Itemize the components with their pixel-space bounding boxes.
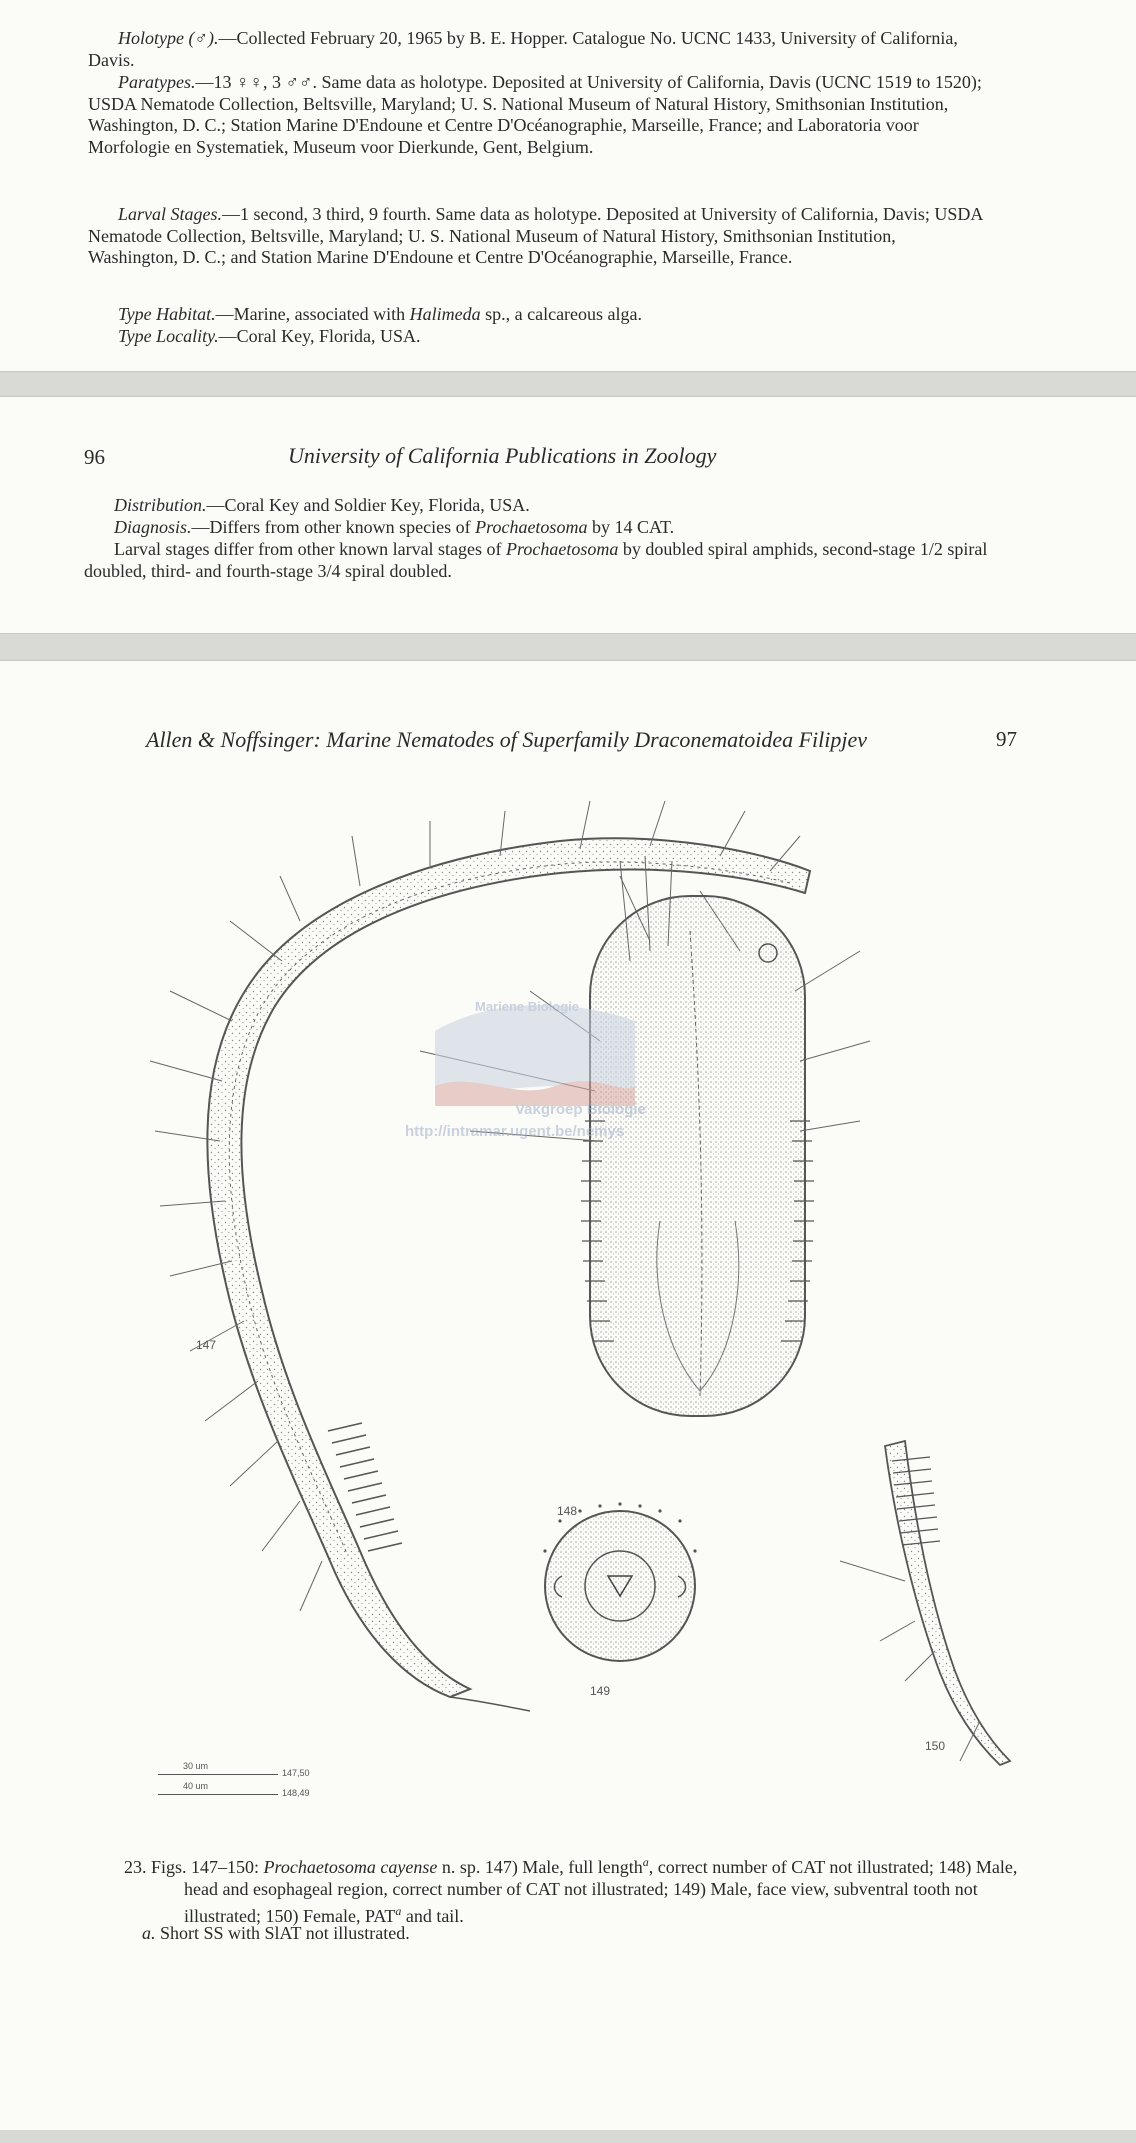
scale-bar-2-figs: 148,49 bbox=[282, 1788, 310, 1798]
distribution-text: —Coral Key and Soldier Key, Florida, USA. bbox=[206, 495, 530, 515]
watermark bbox=[395, 991, 755, 1151]
scale-bar-2-line bbox=[158, 1794, 248, 1795]
figure-caption bbox=[124, 1851, 1034, 1927]
page-97 bbox=[0, 660, 1136, 2130]
scale-bar-1-leader bbox=[248, 1774, 278, 1775]
type-habitat-label: Type Habitat. bbox=[118, 304, 216, 324]
watermark-line2: Vakgroep Biologie bbox=[515, 1101, 646, 1118]
caption-footnote bbox=[142, 1923, 1022, 1945]
caption-number: 23. bbox=[124, 1857, 147, 1877]
page-number-97: 97 bbox=[996, 727, 1017, 751]
caption-text-2: , correct number of CAT not illustrated; 148) Male, head and esophageal region, correct number of CAT not illustrated; 149) Male, face view, subventral tooth not illustrated; 150) Female, PAT bbox=[184, 1857, 1018, 1926]
type-locality-text: —Coral Key, Florida, USA. bbox=[218, 326, 421, 346]
caption-text-1: n. sp. 147) Male, full length bbox=[437, 1857, 643, 1877]
scale-bar-1-value: 30 um bbox=[183, 1761, 209, 1771]
larval-diagnosis-paragraph bbox=[84, 539, 1004, 582]
page-96-fragment bbox=[0, 396, 1136, 634]
running-head-96: University of California Publications in Zoology bbox=[288, 443, 717, 468]
diagnosis-paragraph bbox=[84, 517, 1004, 539]
scale-bar-1-line bbox=[158, 1774, 248, 1775]
larval-diagnosis-frac1: 1/2 bbox=[919, 539, 943, 559]
paratypes-text: —13 ♀♀, 3 ♂♂. Same data as holotype. Deposited at University of California, Davis (UCNC 1519 to 1520); USDA Nematode Collection, Beltsville, Maryland; U. S. National Museum of Natural History, Smithsonian Institution, Washington, D. C.; Station Marine D'Endoune et Centre D'Océanographie, Marseille, France; and Laboratoria voor Morfologie en Systematiek, Museum voor Dierkunde, Gent, Belgium. bbox=[88, 72, 982, 157]
diagnosis-genus: Prochaetosoma bbox=[475, 517, 588, 537]
paratypes-label: Paratypes. bbox=[118, 72, 196, 92]
type-habitat-text-post: sp., a calcareous alga. bbox=[480, 304, 643, 324]
holotype-text: —Collected February 20, 1965 by B. E. Hopper. Catalogue No. UCNC 1433, University of California, Davis. bbox=[88, 28, 958, 70]
fig-149-drawing bbox=[543, 1502, 696, 1661]
fig-150-drawing bbox=[840, 1441, 1010, 1765]
larval-diagnosis-text-pre: Larval stages differ from other known larval stages of bbox=[114, 539, 507, 559]
caption-figs: Figs. 147–150: bbox=[151, 1857, 264, 1877]
fig-label-147: 147 bbox=[196, 1338, 217, 1352]
type-locality-paragraph bbox=[88, 326, 988, 348]
running-head-97: Allen & Noffsinger: Marine Nematodes of Superfamily Draconematoidea Filipjev bbox=[146, 727, 867, 752]
diagnosis-label: Diagnosis. bbox=[114, 517, 192, 537]
larval-diagnosis-text-mid1: by doubled spiral amphids, second-stage bbox=[618, 539, 920, 559]
caption-footnote-text: Short SS with SlAT not illustrated. bbox=[155, 1923, 410, 1943]
fig-label-148: 148 bbox=[557, 1504, 578, 1518]
larval-stages-label: Larval Stages. bbox=[118, 204, 223, 224]
larval-diagnosis-genus: Prochaetosoma bbox=[506, 539, 619, 559]
larval-diagnosis-text-post: spiral doubled. bbox=[340, 560, 452, 581]
scale-bar-2-value: 40 um bbox=[183, 1781, 209, 1791]
fig-label-149: 149 bbox=[590, 1684, 611, 1698]
paratypes-paragraph bbox=[88, 72, 1003, 158]
holotype-label: Holotype (♂). bbox=[118, 28, 219, 48]
watermark-line1: Mariene Biologie bbox=[475, 999, 580, 1014]
holotype-paragraph bbox=[88, 28, 988, 71]
type-locality-label: Type Locality. bbox=[118, 326, 219, 346]
larval-stages-paragraph bbox=[88, 204, 988, 269]
distribution-paragraph bbox=[84, 495, 1004, 517]
scale-bar-2-leader bbox=[248, 1794, 278, 1795]
distribution-label: Distribution. bbox=[114, 495, 207, 515]
caption-sup-2: a bbox=[395, 1904, 402, 1918]
diagnosis-text-post: by 14 CAT. bbox=[587, 517, 675, 537]
type-habitat-text-pre: —Marine, associated with bbox=[215, 304, 410, 324]
larval-stages-text: —1 second, 3 third, 9 fourth. Same data as holotype. Deposited at University of California, Davis; USDA Nematode Collection, Beltsville, Maryland; U. S. National Museum of Natural History, Smithsonian Institution, Washington, D. C.; and Station Marine D'Endoune et Centre D'Océanographie, Marseille, France. bbox=[88, 204, 983, 267]
larval-diagnosis-text-mid2: spiral doubled, third- and fourth-stage bbox=[84, 539, 988, 581]
type-habitat-paragraph bbox=[88, 304, 988, 326]
diagnosis-text-pre: —Differs from other known species of bbox=[191, 517, 476, 537]
page-95-fragment bbox=[0, 0, 1136, 372]
scale-bar-1-figs: 147,50 bbox=[282, 1768, 310, 1778]
caption-species: Prochaetosoma cayense bbox=[263, 1857, 438, 1877]
page-number-96: 96 bbox=[84, 445, 105, 469]
fig-label-150: 150 bbox=[925, 1739, 946, 1753]
caption-footnote-mark: a. bbox=[142, 1923, 156, 1943]
type-habitat-genus: Halimeda bbox=[409, 304, 481, 324]
caption-text-3: and tail. bbox=[401, 1906, 464, 1926]
caption-sup-1: a bbox=[642, 1855, 649, 1869]
watermark-url: http://intramar.ugent.be/nemys bbox=[405, 1123, 625, 1140]
figure-plate bbox=[0, 661, 1136, 1961]
larval-diagnosis-frac2: 3/4 bbox=[317, 560, 341, 581]
